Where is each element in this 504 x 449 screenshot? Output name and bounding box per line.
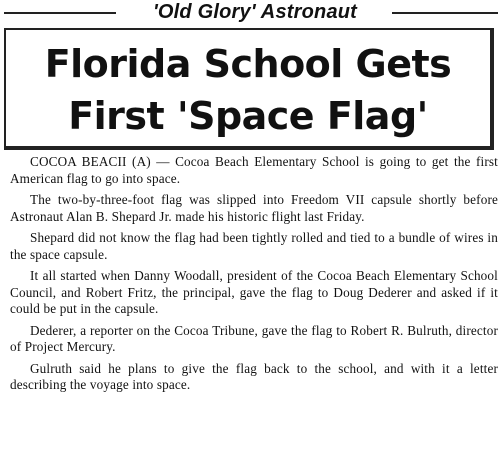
kicker-row [0, 0, 504, 26]
kicker: 'Old Glory' Astronaut [152, 1, 358, 23]
article-paragraph: It all started when Danny Woodall, president of the Cocoa Beach Elementary School Council, and Robert Fritz, the principal, gave the flag to Doug Dederer and asked if it could be put in the capsule. [10, 268, 498, 316]
headline-line-2: First 'Space Flag' [68, 94, 428, 138]
article-paragraph [10, 154, 498, 187]
article-paragraph: The two-by-three-foot flag was slipped into Freedom VII capsule shortly before Astronaut Alan B. Shepard Jr. made his historic flight last Friday. [10, 192, 498, 224]
kicker-rule-left [4, 12, 116, 14]
article-paragraph: Shepard did not know the flag had been tightly rolled and tied to a bundle of wires in the space capsule. [10, 230, 498, 262]
paragraph-text: (A) — Cocoa Beach Elementary School is going to get the first American flag to go into space. [10, 154, 498, 186]
dateline: COCOA BEACII [30, 154, 127, 169]
article-paragraph: Dederer, a reporter on the Cocoa Tribune, gave the flag to Robert R. Bulruth, director of Project Mercury. [10, 322, 498, 354]
article-paragraph: Gulruth said he plans to give the flag back to the school, and with it a letter describing the voyage into space. [10, 360, 498, 392]
kicker-rule-right [392, 12, 498, 14]
headline-box [4, 28, 494, 150]
article-body [10, 154, 498, 399]
headline-line-1: Florida School Gets [44, 42, 452, 86]
